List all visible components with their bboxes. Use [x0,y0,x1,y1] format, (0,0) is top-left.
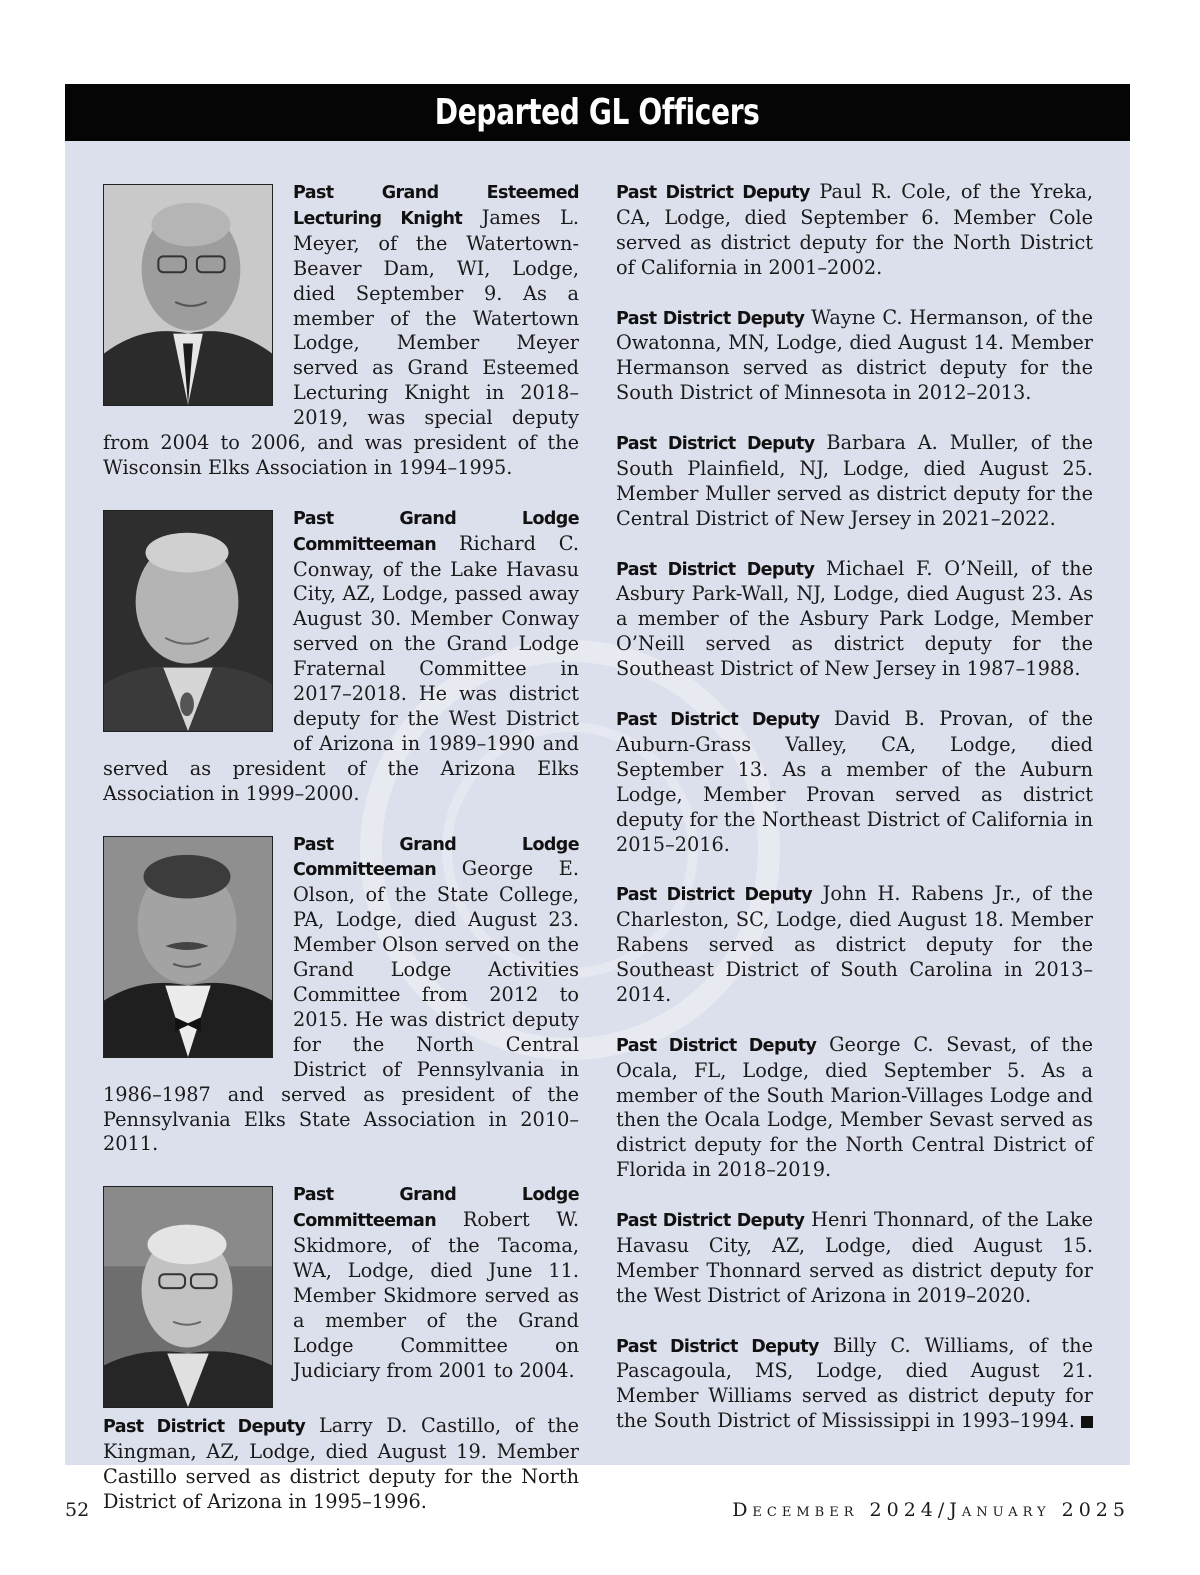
obituary-text: Richard C. Conway, of the Lake Havasu City, AZ, Lodge, passed away August 30. Member Conway served on the Grand Lodge Fraternal Committee in 2017–2018. He was district deputy for the West District of Arizona in 1989–1990 and served as president of the Arizona Elks Association in 1999–2000. [103,531,579,805]
right-column [616,180,1093,1459]
portrait-photo [103,510,273,732]
obituary-entry [616,882,1093,1008]
officer-title: Past Grand Lodge Committeeman [293,508,579,555]
obituary-entry [616,1334,1093,1435]
page-title: Departed GL Officers [435,92,760,133]
officer-title: Past Grand Esteemed Lecturing Knight [293,183,579,229]
header-bar [65,84,1130,141]
officer-title: Past District Deputy [616,709,820,730]
obituary-entry [103,1414,579,1515]
officer-title: Past District Deputy [616,1035,817,1056]
obituary-text: James L. Meyer, of the Watertown-Beaver Dam, WI, Lodge, died September 9. As a member of the Watertown Lodge, Member Meyer served as Grand Esteemed Lecturing Knight in 2018–2019, was special deputy from 2004 to 2006, and was president of the Wisconsin Elks Association in 1994–1995. [103,205,579,479]
obituary-text: Larry D. Castillo, of the Kingman, AZ, Lodge, died August 19. Member Castillo served as district deputy for the North District of Arizona in 1995–1996. [103,1414,579,1513]
officer-title: Past District Deputy [616,183,810,203]
obituary-text: Michael F. O’Neill, of the Asbury Park-Wall, NJ, Lodge, died August 23. As a member of the Asbury Park Lodge, Member O’Neill served as district deputy for the Southeast District of New Jersey in 1987–1988. [616,556,1093,681]
obituary-text: Robert W. Skidmore, of the Tacoma, WA, Lodge, died June 11. Member Skidmore served as a member of the Grand Lodge Committee on Judiciary from 2001 to 2004. [293,1208,579,1382]
officer-title: Past District Deputy [616,434,815,455]
obituary-text: John H. Rabens Jr., of the Charleston, SC, Lodge, died August 18. Member Rabens served as district deputy for the Southeast District of South Carolina in 2013–2014. [616,882,1093,1006]
obituary-entry [616,180,1093,281]
obituary-entry [616,1208,1093,1309]
obituary-text: George C. Sevast, of the Ocala, FL, Lodge, died September 5. As a member of the South Marion-Villages Lodge and then the Ocala Lodge, Member Sevast served as district deputy for the North Central District of Florida in 2018–2019. [616,1032,1094,1182]
portrait-photo [103,836,273,1058]
obituary-entry [616,707,1093,857]
page-number: 52 [65,1499,90,1521]
obituary-text: Henri Thonnard, of the Lake Havasu City, AZ, Lodge, died August 15. Member Thonnard served as district deputy for the West District of Arizona in 2019–2020. [616,1208,1093,1307]
officer-title: Past District Deputy [616,1211,805,1232]
obituary-text: Paul R. Cole, of the Yreka, CA, Lodge, died September 6. Member Cole served as district deputy for the North District of California in 2001–2002. [616,180,1094,279]
officer-title: Past District Deputy [616,1336,819,1357]
portrait-photo [103,1186,273,1408]
obituary-text: David B. Provan, of the Auburn-Grass Valley, CA, Lodge, died September 13. As a member of the Auburn Lodge, Member Provan served as district deputy for the Northeast District of California in 2015–2016. [616,706,1093,856]
officer-title: Past Grand Lodge Committeeman [293,1185,579,1232]
obituary-entry [616,306,1093,407]
obituary-text: Wayne C. Hermanson, of the Owatonna, MN, Lodge, died August 14. Member Hermanson served as district deputy for the South District of Minnesota in 2012–2013. [616,305,1093,405]
obituary-text: George E. Olson, of the State College, PA, Lodge, died August 23. Member Olson served on the Grand Lodge Activities Committee from 2012 to 2015. He was district deputy for the North Central District of Pennsylvania in 1986–1987 and served as president of the Pennsylvania Elks State Association in 2010–2011. [103,857,579,1156]
officer-title: Past District Deputy [616,559,815,580]
officer-title: Past Grand Lodge Committeeman [293,834,579,881]
obituary-entry [616,1033,1093,1183]
obituary-entry [616,431,1093,532]
obituary-entry [103,1182,579,1383]
obituary-text: Billy C. Williams, of the Pascagoula, MS, Lodge, died August 21. Member Williams served as district deputy for the South District of Mississippi in 1993–1994. [616,1333,1093,1433]
officer-title: Past District Deputy [616,885,813,906]
obituary-entry [103,506,579,807]
officer-title: Past District Deputy [616,308,805,329]
obituary-text: Barbara A. Muller, of the South Plainfield, NJ, Lodge, died August 25. Member Muller served as district deputy for the Central District of New Jersey in 2021–2022. [616,431,1093,530]
officer-title: Past District Deputy [103,1417,306,1438]
issue-date: December 2024/January 2025 [732,1499,1130,1521]
obituary-entry [616,557,1093,683]
obituary-entry [103,180,579,481]
obituary-entry [103,832,579,1158]
end-of-article-mark [1081,1416,1093,1428]
left-column [103,180,579,1540]
portrait-photo [103,184,273,406]
